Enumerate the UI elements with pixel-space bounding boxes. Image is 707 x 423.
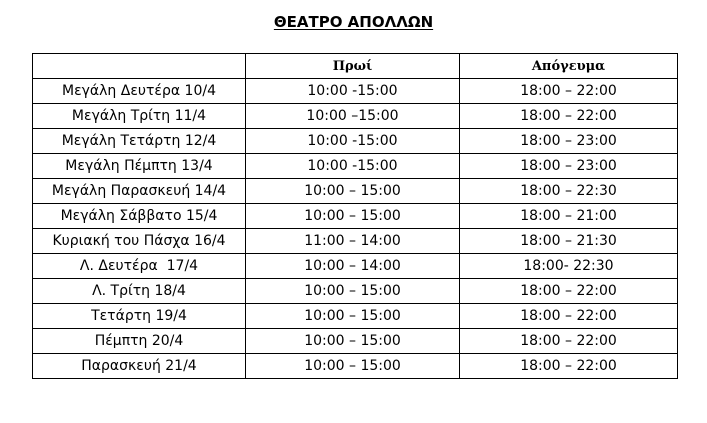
day-cell: Πέμπτη 20/4	[33, 329, 246, 354]
afternoon-cell: 18:00 – 21:00	[460, 204, 678, 229]
morning-cell: 10:00 –15:00	[246, 104, 460, 129]
table-row	[33, 204, 678, 229]
day-cell: Λ. Δευτέρα 17/4	[33, 254, 246, 279]
afternoon-cell: 18:00 – 22:00	[460, 304, 678, 329]
day-cell: Κυριακή του Πάσχα 16/4	[33, 229, 246, 254]
morning-cell: 10:00 – 15:00	[246, 179, 460, 204]
title-text: ΘΕΑΤΡΟ ΑΠΟΛΛΩΝ	[273, 13, 434, 31]
day-cell: Παρασκευή 21/4	[33, 354, 246, 379]
table-row	[33, 329, 678, 354]
table-row	[33, 179, 678, 204]
table-row	[33, 254, 678, 279]
afternoon-cell: 18:00 – 22:00	[460, 79, 678, 104]
afternoon-cell: 18:00 – 22:30	[460, 179, 678, 204]
morning-cell: 10:00 -15:00	[246, 154, 460, 179]
day-cell: Μεγάλη Παρασκευή 14/4	[33, 179, 246, 204]
day-cell: Μεγάλη Σάββατο 15/4	[33, 204, 246, 229]
morning-cell: 10:00 – 15:00	[246, 204, 460, 229]
afternoon-cell: 18:00 – 22:00	[460, 329, 678, 354]
table-row	[33, 79, 678, 104]
afternoon-cell: 18:00 – 21:30	[460, 229, 678, 254]
morning-cell: 10:00 -15:00	[246, 129, 460, 154]
table-row	[33, 279, 678, 304]
table-row	[33, 354, 678, 379]
afternoon-cell: 18:00 – 23:00	[460, 129, 678, 154]
header-row	[33, 54, 678, 79]
morning-cell: 10:00 – 15:00	[246, 354, 460, 379]
table-row	[33, 129, 678, 154]
table-row	[33, 104, 678, 129]
morning-cell: 10:00 – 15:00	[246, 279, 460, 304]
morning-cell: 11:00 – 14:00	[246, 229, 460, 254]
afternoon-cell: 18:00 – 22:00	[460, 354, 678, 379]
schedule-table	[32, 53, 678, 379]
afternoon-cell: 18:00 – 22:00	[460, 279, 678, 304]
day-cell: Τετάρτη 19/4	[33, 304, 246, 329]
day-cell: Λ. Τρίτη 18/4	[33, 279, 246, 304]
morning-cell: 10:00 -15:00	[246, 79, 460, 104]
day-cell: Μεγάλη Δευτέρα 10/4	[33, 79, 246, 104]
afternoon-cell: 18:00- 22:30	[460, 254, 678, 279]
morning-cell: 10:00 – 14:00	[246, 254, 460, 279]
page-title	[0, 12, 707, 32]
table-row	[33, 229, 678, 254]
header-morning: Πρωί	[246, 54, 460, 79]
table-row	[33, 154, 678, 179]
day-cell: Μεγάλη Τετάρτη 12/4	[33, 129, 246, 154]
day-cell: Μεγάλη Τρίτη 11/4	[33, 104, 246, 129]
afternoon-cell: 18:00 – 22:00	[460, 104, 678, 129]
day-cell: Μεγάλη Πέμπτη 13/4	[33, 154, 246, 179]
header-day	[33, 54, 246, 79]
table-row	[33, 304, 678, 329]
afternoon-cell: 18:00 – 23:00	[460, 154, 678, 179]
morning-cell: 10:00 – 15:00	[246, 329, 460, 354]
header-afternoon: Απόγευμα	[460, 54, 678, 79]
morning-cell: 10:00 – 15:00	[246, 304, 460, 329]
